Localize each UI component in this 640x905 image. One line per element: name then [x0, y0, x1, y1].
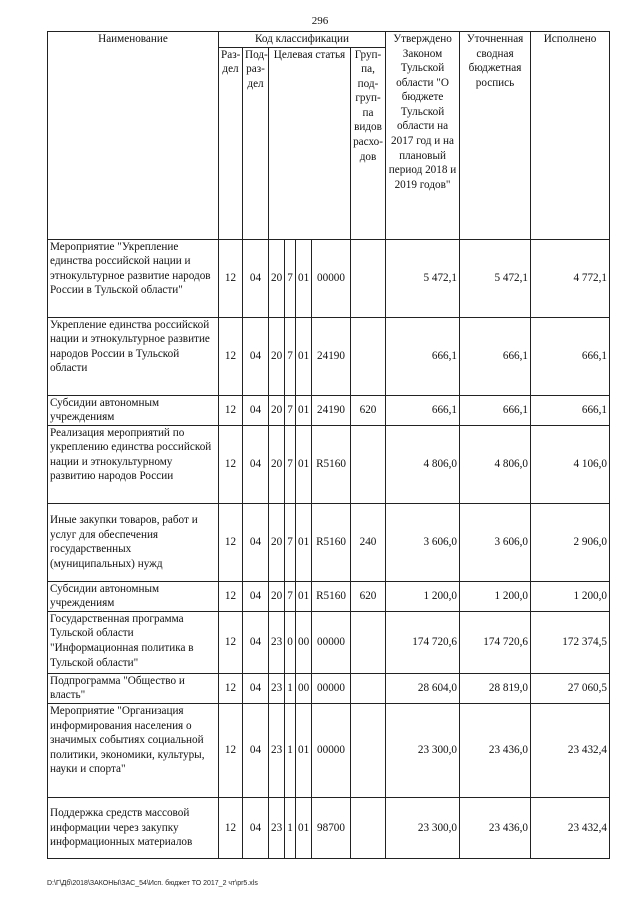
row-expense-group [351, 797, 386, 858]
row-target-subprogram: 7 [285, 425, 296, 503]
row-subsection: 04 [243, 797, 269, 858]
row-approved: 23 300,0 [386, 703, 460, 797]
page-number: 296 [311, 15, 329, 27]
row-expense-group [351, 317, 386, 395]
row-refined: 5 472,1 [460, 239, 531, 317]
row-target-program: 20 [269, 317, 285, 395]
row-target-event: 01 [296, 503, 312, 581]
row-approved: 5 472,1 [386, 239, 460, 317]
row-name: Государственная программа Тульской области "Информационная политика в Тульской области" [48, 611, 219, 673]
row-expense-group: 620 [351, 581, 386, 611]
row-target-subprogram: 1 [285, 797, 296, 858]
row-approved: 4 806,0 [386, 425, 460, 503]
row-name: Субсидии автономным учреждениям [48, 395, 219, 425]
row-name: Мероприятие "Укрепление единства российской нации и этнокультурное развитие народов России в Тульской области" [48, 239, 219, 317]
table-row [48, 317, 610, 395]
row-executed: 1 200,0 [531, 581, 610, 611]
row-target-event: 00 [296, 611, 312, 673]
row-subsection: 04 [243, 581, 269, 611]
row-name: Подпрограмма "Общество и власть" [48, 673, 219, 703]
header-target-article: Целевая статья [269, 47, 351, 239]
row-subsection: 04 [243, 673, 269, 703]
row-approved: 3 606,0 [386, 503, 460, 581]
row-name: Иные закупки товаров, работ и услуг для обеспечения государственных (муниципальных) нужд [48, 503, 219, 581]
row-target-direction: R5160 [312, 425, 351, 503]
row-section: 12 [219, 503, 243, 581]
row-executed: 4 106,0 [531, 425, 610, 503]
row-target-event: 01 [296, 581, 312, 611]
header-classification: Код классификации [219, 32, 386, 48]
file-path-footer: D:\Г\Дб\2018\ЗАКОНЫ\ЗАС_54\Исп. бюджет ТО 2017_2 чт\pr5.xls [47, 880, 258, 887]
row-executed: 23 432,4 [531, 797, 610, 858]
row-refined: 666,1 [460, 395, 531, 425]
row-target-event: 01 [296, 797, 312, 858]
row-target-direction: 24190 [312, 395, 351, 425]
row-expense-group: 620 [351, 395, 386, 425]
row-name: Поддержка средств массовой информации через закупку информационных материалов [48, 797, 219, 858]
row-target-event: 00 [296, 673, 312, 703]
row-name: Реализация мероприятий по укреплению единства российской нации и этнокультурному развитию народов России [48, 425, 219, 503]
row-target-direction: 00000 [312, 703, 351, 797]
row-section: 12 [219, 425, 243, 503]
row-target-program: 23 [269, 611, 285, 673]
row-section: 12 [219, 703, 243, 797]
budget-table [47, 31, 610, 859]
row-target-direction: R5160 [312, 581, 351, 611]
header-expense-group: Груп-па, под-груп-па видов расхо-дов [351, 47, 386, 239]
row-target-subprogram: 1 [285, 673, 296, 703]
header-name: Наименование [48, 32, 219, 240]
header-approved: Утверждено Законом Тульской области "О бюджете Тульской области на 2017 год и на плановый период 2018 и 2019 годов" [386, 32, 460, 240]
row-section: 12 [219, 395, 243, 425]
row-refined: 174 720,6 [460, 611, 531, 673]
row-approved: 174 720,6 [386, 611, 460, 673]
table-header [48, 32, 610, 240]
row-target-subprogram: 0 [285, 611, 296, 673]
row-subsection: 04 [243, 703, 269, 797]
row-section: 12 [219, 239, 243, 317]
header-refined: Уточненная сводная бюджетная роспись [460, 32, 531, 240]
row-subsection: 04 [243, 317, 269, 395]
row-refined: 1 200,0 [460, 581, 531, 611]
row-target-program: 23 [269, 703, 285, 797]
row-section: 12 [219, 581, 243, 611]
table-row [48, 503, 610, 581]
header-section: Раз-дел [219, 47, 243, 239]
row-name: Субсидии автономным учреждениям [48, 581, 219, 611]
row-subsection: 04 [243, 395, 269, 425]
row-target-subprogram: 7 [285, 395, 296, 425]
row-target-event: 01 [296, 239, 312, 317]
row-expense-group [351, 611, 386, 673]
row-target-program: 20 [269, 581, 285, 611]
row-executed: 2 906,0 [531, 503, 610, 581]
row-target-direction: 00000 [312, 239, 351, 317]
row-expense-group: 240 [351, 503, 386, 581]
table-row [48, 425, 610, 503]
row-target-event: 01 [296, 425, 312, 503]
row-executed: 666,1 [531, 395, 610, 425]
row-executed: 666,1 [531, 317, 610, 395]
row-expense-group [351, 425, 386, 503]
row-subsection: 04 [243, 239, 269, 317]
row-section: 12 [219, 611, 243, 673]
row-subsection: 04 [243, 611, 269, 673]
row-approved: 28 604,0 [386, 673, 460, 703]
row-expense-group [351, 703, 386, 797]
row-refined: 28 819,0 [460, 673, 531, 703]
header-subsection: Под-раз-дел [243, 47, 269, 239]
row-approved: 666,1 [386, 395, 460, 425]
row-target-direction: 00000 [312, 611, 351, 673]
row-executed: 4 772,1 [531, 239, 610, 317]
row-target-event: 01 [296, 317, 312, 395]
row-section: 12 [219, 673, 243, 703]
row-subsection: 04 [243, 425, 269, 503]
row-name: Мероприятие "Организация информирования населения о значимых событиях социальной политики, экономики, культуры, науки и спорта" [48, 703, 219, 797]
table-row [48, 581, 610, 611]
row-target-program: 20 [269, 425, 285, 503]
row-approved: 23 300,0 [386, 797, 460, 858]
row-refined: 3 606,0 [460, 503, 531, 581]
table-row [48, 673, 610, 703]
row-target-subprogram: 7 [285, 317, 296, 395]
row-target-subprogram: 7 [285, 239, 296, 317]
row-executed: 172 374,5 [531, 611, 610, 673]
row-name: Укрепление единства российской нации и этнокультурное развитие народов России в Тульской области [48, 317, 219, 395]
table-row [48, 703, 610, 797]
row-target-subprogram: 1 [285, 703, 296, 797]
row-target-program: 20 [269, 503, 285, 581]
row-target-program: 23 [269, 797, 285, 858]
row-section: 12 [219, 317, 243, 395]
row-target-event: 01 [296, 703, 312, 797]
row-target-program: 20 [269, 239, 285, 317]
row-expense-group [351, 239, 386, 317]
row-subsection: 04 [243, 503, 269, 581]
table-row [48, 239, 610, 317]
row-target-direction: R5160 [312, 503, 351, 581]
row-target-program: 23 [269, 673, 285, 703]
row-target-subprogram: 7 [285, 581, 296, 611]
row-target-subprogram: 7 [285, 503, 296, 581]
table-row [48, 395, 610, 425]
row-approved: 666,1 [386, 317, 460, 395]
row-target-direction: 98700 [312, 797, 351, 858]
row-target-direction: 00000 [312, 673, 351, 703]
row-refined: 23 436,0 [460, 703, 531, 797]
row-executed: 27 060,5 [531, 673, 610, 703]
table-row [48, 611, 610, 673]
row-refined: 23 436,0 [460, 797, 531, 858]
header-executed: Исполнено [531, 32, 610, 240]
row-section: 12 [219, 797, 243, 858]
row-refined: 666,1 [460, 317, 531, 395]
row-expense-group [351, 673, 386, 703]
row-executed: 23 432,4 [531, 703, 610, 797]
row-target-event: 01 [296, 395, 312, 425]
table-row [48, 797, 610, 858]
row-approved: 1 200,0 [386, 581, 460, 611]
row-target-direction: 24190 [312, 317, 351, 395]
row-target-program: 20 [269, 395, 285, 425]
row-refined: 4 806,0 [460, 425, 531, 503]
